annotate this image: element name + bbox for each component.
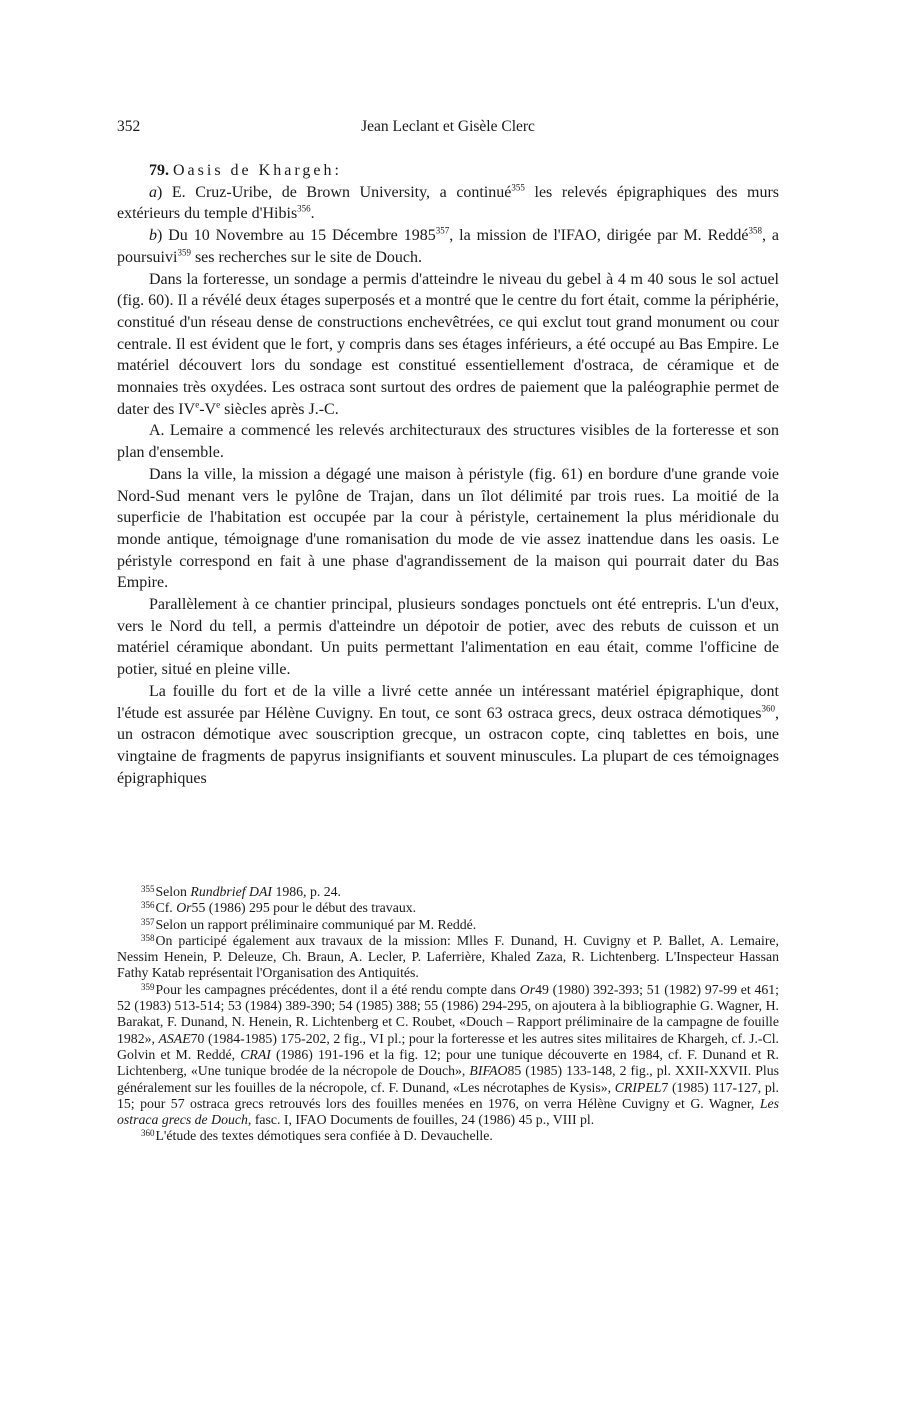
page-header [117,118,779,140]
footnotes [117,884,779,1145]
footnote-ref[interactable]: 356 [297,204,311,215]
main-text [117,160,779,789]
paragraph-c: Dans la forteresse, un sondage a permis d'atteindre le niveau du gebel à 4 m 40 sous le sol actuel (fig. 60). Il a révélé deux étages superposés et a montré que le centre du fort était, comme la périphérie, constitué d'un réseau dense de constructions enchevêtrées, ce qui exclut tout grand monument ou cour centrale. Il est évident que le fort, y compris dans ses étages inférieurs, a été occupé au Bas Empire. Le matériel découvert lors du sondage est constitué essentiellement d'ostraca, de céramique et de monnaies très oxydées. Les ostraca sont surtout des ordres de paiement que la paléographie permet de dater des IVe-Ve siècles après J.-C. [117,270,779,418]
running-title: Jean Leclant et Gisèle Clerc [361,118,535,135]
paragraph-d: A. Lemaire a commencé les relevés architecturaux des structures visibles de la forteresse et son plan d'ensemble. [117,422,779,462]
section-name: Oasis de Khargeh: [173,162,342,179]
footnote-ref[interactable]: 358 [748,225,762,236]
footnote-ref[interactable]: 355 [511,182,525,193]
footnote-355: $^{355}$Selon Rundbrief DAI 1986, p. 24. [141,884,341,899]
footnote-359: $^{359}$Pour les campagnes précédentes, dont il a été rendu compte dans Or49 (1980) 392-393; 51 (1982) 97-99 et 461; 52 (1983) 513-514; 53 (1984) 389-390; 54 (1985) 388; 55 (1986) 294-295, on ajoutera à la bibliographie G. Wagner, H. Barakat, F. Dunand, N. Henein, R. Lichtenberg et C. Roubet, «Douch – Rapport préliminaire de la campagne de fouille 1982», ASAE70 (1984-1985) 175-202, 2 fig., VI pl.; pour la forteresse et les autres sites militaires de Khargeh, cf. J.-Cl. Golvin et M. Reddé, CRAI (1986) 191-196 et la fig. 12; pour une tunique découverte en 1984, cf. F. Dunand et R. Lichtenberg, «Une tunique brodée de la nécropole de Douch», BIFAO85 (1985) 133-148, 2 fig., pl. XXII-XXVII. Plus généralement sur les fouilles de la nécropole, cf. F. Dunand, «Les nécrotaphes de Kysis», CRIPEL7 (1985) 117-127, pl. 15; pour 57 ostraca grecs retrouvés lors des fouilles menées en 1976, on verra Hélène Cuvigny et G. Wagner, Les ostraca grecs de Douch, fasc. I, IFAO Documents de fouilles, 24 (1986) 45 p., VIII pl. [117,981,780,1128]
footnote-356: $^{356}$Cf. Or55 (1986) 295 pour le début des travaux. [141,900,417,916]
footnote-357: $^{357}$Selon un rapport préliminaire communiqué par M. Reddé. [141,916,477,932]
paragraph-b: b) Du 10 Novembre au 15 Décembre 1985$^{357}$, la mission de l'IFAO, dirigée par M. Reddé$^{358}$, a poursuivi$^{359}$ ses recherches sur le site de Douch. [117,225,779,266]
section-number: 79. [149,162,169,179]
footnote-ref[interactable]: 360 [761,703,775,714]
paragraph-g: La fouille du fort et de la ville a livré cette année un intéressant matériel épigraphique, dont l'étude est assurée par Hélène Cuvigny. En tout, ce sont 63 ostraca grecs, deux ostraca démotiques$^{360}$, un ostracon démotique avec souscription grecque, un ostracon copte, cinq tablettes en bois, une vingtaine de fragments de papyrus insignifiants et souvent minuscules. La plupart de ces témoignages épigraphiques [117,682,779,787]
section-title [117,160,779,182]
paragraph-a: a) E. Cruz-Uribe, de Brown University, a continué$^{355}$ les relevés épigraphiques des murs extérieurs du temple d'Hibis$^{356}$. [117,182,780,223]
page-number: 352 [117,118,141,135]
paragraph-e: Dans la ville, la mission a dégagé une maison à péristyle (fig. 61) en bordure d'une grande voie Nord-Sud menant vers le pylône de Trajan, dans un îlot délimité par trois rues. La moitié de la superficie de l'habitation est occupée par la cour à péristyle, certainement la plus méridionale du monde antique, témoignage d'une romanisation du mode de vie assez inattendue dans les oasis. Le péristyle correspond en fait à une phase d'agrandissement de la maison qui pourrait dater du Bas Empire. [117,465,779,592]
footnote-ref[interactable]: 357 [435,225,450,236]
footnote-358: $^{358}$On participé également aux travaux de la mission: Mlles F. Dunand, H. Cuvigny et P. Ballet, A. Lemaire, Nessim Henein, P. Deleuze, Ch. Braun, A. Lecler, P. Laferrière, Khaled Zaza, R. Lichtenberg. L'Inspecteur Hassan Fathy Katab représentait l'Organisation des Antiquités. [117,932,779,981]
footnote-ref[interactable]: 359 [177,247,191,258]
paragraph-f: Parallèlement à ce chantier principal, plusieurs sondages ponctuels ont été entrepris. L'un d'eux, vers le Nord du tell, a permis d'atteindre un dépotoir de potier, avec des rebuts de cuisson et un matériel céramique abondant. Un puits permettant l'alimentation en eau était, comme l'officine de potier, situé en pleine ville. [117,596,779,679]
footnote-360: $^{360}$L'étude des textes démotiques sera confiée à D. Devauchelle. [141,1128,493,1144]
